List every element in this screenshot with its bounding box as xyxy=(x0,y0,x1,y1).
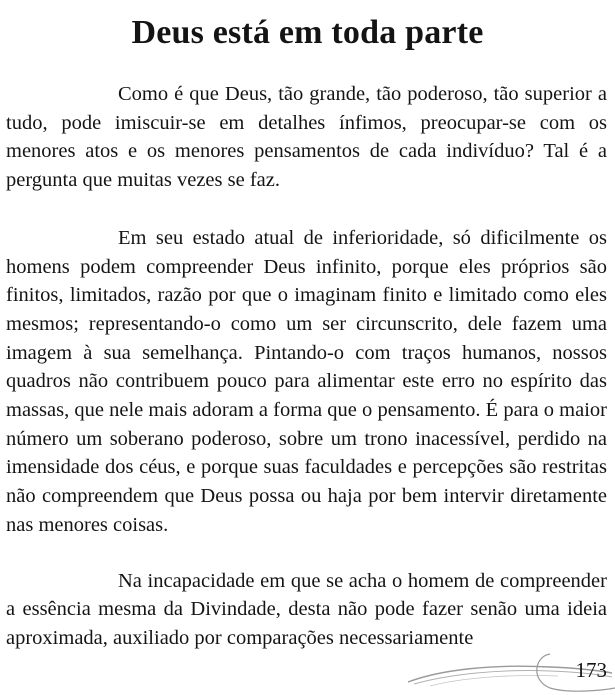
paragraph-2: Em seu estado atual de inferioridade, só dificilmente os homens podem compreender Deus infinito, porque eles próprios são finitos, limitados, razão por que o imaginam finito e limitado como eles mesmos; representando-o como um ser circunscrito, dele fazem uma imagem à sua semelhança. Pintando-o com traços humanos, nossos quadros não contribuem pouco para alimentar este erro no espírito das massas, que nele mais adoram a forma que o pensamento. É para o maior número um soberano poderoso, sobre um trono inacessível, perdido na imensidade dos céus, e porque suas faculdades e percepções são restritas não compreendem que Deus possa ou haja por bem intervir diretamente nas menores coisas. xyxy=(6,226,607,536)
page-footer xyxy=(400,640,615,695)
body-text xyxy=(6,80,607,653)
page-number: 173 xyxy=(575,658,607,682)
paragraph-3: Na incapacidade em que se acha o homem de compreender a essência mesma da Divindade, desta não pode fazer senão uma ideia aproximada, auxiliado por comparações necessariamente xyxy=(6,569,607,649)
chapter-title: Deus está em toda parte xyxy=(131,14,484,51)
paragraph-1: Como é que Deus, tão grande, tão poderoso, tão superior a tudo, pode imiscuir-se em detalhes ínfimos, preocupar-se com os menores atos e os menores pensamentos de cada indivíduo? Tal é a pergunta que muitas vezes se faz. xyxy=(6,83,607,192)
